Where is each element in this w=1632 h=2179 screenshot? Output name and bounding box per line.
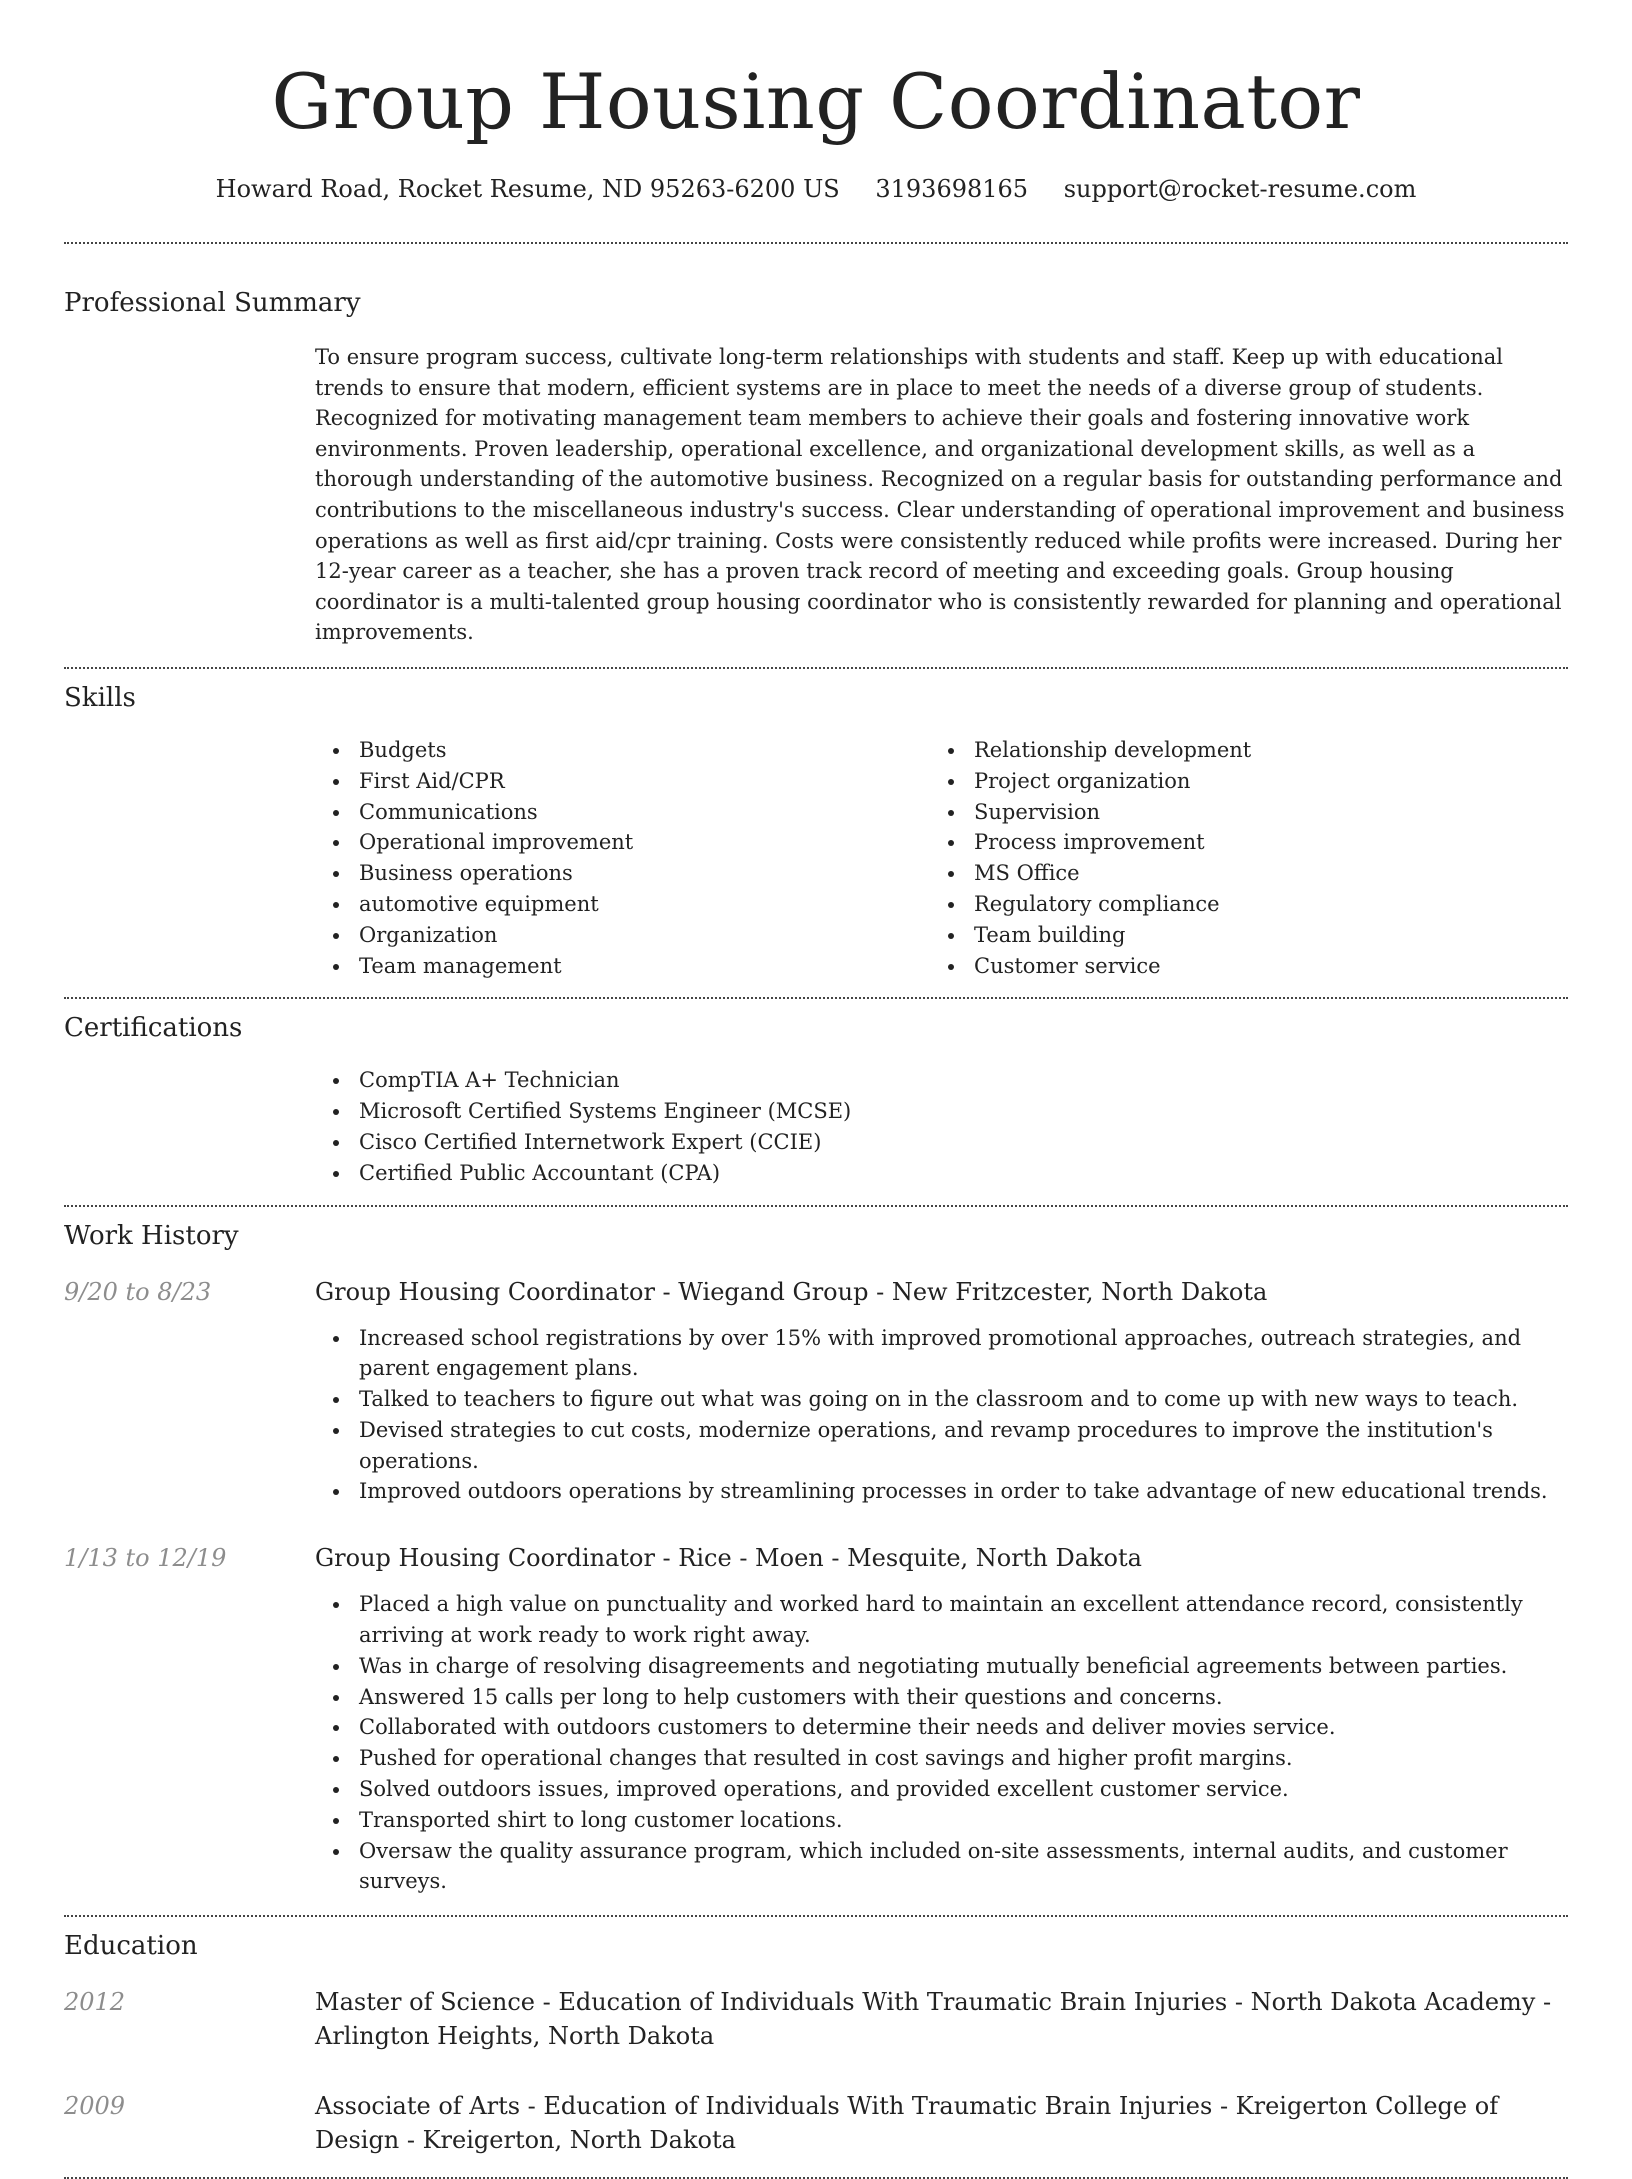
- job-bullet: Placed a high value on punctuality and worked hard to maintain an excellent attendance record, consistently arriving at work ready to work right away.: [359, 1589, 1568, 1651]
- work-history-title: Work History: [64, 1220, 239, 1251]
- section-divider: [64, 242, 1568, 244]
- summary-section: [64, 286, 1568, 648]
- job-bullets: [315, 1323, 1568, 1508]
- skill-item: automotive equipment: [359, 889, 930, 920]
- contact-email: support@rocket-resume.com: [1063, 175, 1417, 203]
- candidate-name: Group Housing Coordinator: [271, 57, 1361, 146]
- job-dates: 1/13 to 12/19: [64, 1544, 227, 1573]
- summary-body: [315, 342, 1568, 648]
- certification-item: Cisco Certified Internetwork Expert (CCIE): [359, 1127, 1568, 1158]
- summary-text: To ensure program success, cultivate long-term relationships with students and staff. Keep up with educational trends to ensure that modern, efficient systems are in place to meet the needs of a diverse group of students. Recognized for motivating management team members to achieve their goals and fostering innovative work environments. Proven leadership, operational excellence, and organizational development skills, as well as a thorough understanding of the automotive business. Recognized on a regular basis for outstanding performance and contributions to the miscellaneous industry's success. Clear understanding of operational improvement and business operations as well as first aid/cpr training. Costs were consistently reduced while profits were increased. During her 12-year career as a teacher, she has a proven track record of meeting and exceeding goals. Group housing coordinator is a multi-talented group housing coordinator who is consistently rewarded for planning and operational improvements.: [315, 345, 1565, 645]
- skill-item: Organization: [359, 920, 930, 951]
- section-divider: [64, 997, 1568, 999]
- skill-item: First Aid/CPR: [359, 766, 930, 797]
- job-entry: [64, 1275, 1568, 1508]
- job-bullet: Oversaw the quality assurance program, which included on-site assessments, internal audits, and customer surveys.: [359, 1836, 1568, 1898]
- job-bullet: Increased school registrations by over 15% with improved promotional approaches, outreach strategies, and parent engagement plans.: [359, 1323, 1568, 1385]
- job-bullet: Devised strategies to cut costs, modernize operations, and revamp procedures to improve the institution's operations.: [359, 1415, 1568, 1477]
- job-bullet: Talked to teachers to figure out what was going on in the classroom and to come up with new ways to teach.: [359, 1384, 1568, 1415]
- certifications-body: [315, 1065, 1568, 1188]
- job-heading: Group Housing Coordinator - Rice - Moen - Mesquite, North Dakota: [315, 1544, 1142, 1573]
- job-details: [315, 1275, 1568, 1508]
- certifications-title: Certifications: [64, 1013, 243, 1044]
- skills-list-right: [930, 735, 1545, 981]
- job-bullet: Was in charge of resolving disagreements and negotiating mutually beneficial agreements between parties.: [359, 1651, 1568, 1682]
- section-divider: [64, 667, 1568, 669]
- contact-address: Howard Road, Rocket Resume, ND 95263-6200 US: [215, 175, 840, 203]
- education-entry: [64, 1985, 1568, 2053]
- summary-title: Professional Summary: [64, 288, 361, 318]
- job-bullet: Answered 15 calls per long to help customers with their questions and concerns.: [359, 1682, 1568, 1713]
- certifications-section: [64, 1011, 1568, 1188]
- skill-item: Operational improvement: [359, 827, 930, 858]
- certification-item: Microsoft Certified Systems Engineer (MCSE): [359, 1096, 1568, 1127]
- job-heading: Group Housing Coordinator - Wiegand Group - New Fritzcester, North Dakota: [315, 1277, 1268, 1306]
- skill-item: Relationship development: [974, 735, 1545, 766]
- skills-columns: [315, 735, 1568, 981]
- skills-title: Skills: [64, 682, 136, 713]
- job-bullet: Improved outdoors operations by streamlining processes in order to take advantage of new educational trends.: [359, 1476, 1568, 1507]
- education-details: [315, 2089, 1568, 2157]
- education-details: [315, 1985, 1568, 2053]
- skill-item: Communications: [359, 797, 930, 828]
- section-divider: [64, 1205, 1568, 1207]
- skill-item: MS Office: [974, 858, 1545, 889]
- education-section: [64, 1929, 1568, 2157]
- certification-item: Certified Public Accountant (CPA): [359, 1158, 1568, 1189]
- skill-item: Customer service: [974, 951, 1545, 982]
- job-bullet: Transported shirt to long customer locations.: [359, 1805, 1568, 1836]
- skills-section: [64, 681, 1568, 981]
- job-bullet: Pushed for operational changes that resulted in cost savings and higher profit margins.: [359, 1743, 1568, 1774]
- job-bullet: Collaborated with outdoors customers to determine their needs and deliver movies service.: [359, 1712, 1568, 1743]
- job-details: [315, 1541, 1568, 1897]
- contact-line: [64, 172, 1568, 206]
- skill-item: Regulatory compliance: [974, 889, 1545, 920]
- education-title: Education: [64, 1931, 198, 1962]
- section-divider: [64, 1915, 1568, 1917]
- job-bullets: [315, 1589, 1568, 1897]
- skill-item: Team management: [359, 951, 930, 982]
- skill-item: Business operations: [359, 858, 930, 889]
- resume-page: [64, 0, 1568, 2179]
- certifications-list: [315, 1065, 1568, 1188]
- certification-item: CompTIA A+ Technician: [359, 1065, 1568, 1096]
- education-year: 2012: [64, 1988, 126, 2017]
- skills-list-left: [315, 735, 930, 981]
- skill-item: Project organization: [974, 766, 1545, 797]
- contact-phone: 3193698165: [875, 175, 1029, 203]
- skill-item: Supervision: [974, 797, 1545, 828]
- job-entry: [64, 1541, 1568, 1897]
- skill-item: Team building: [974, 920, 1545, 951]
- education-entry: [64, 2089, 1568, 2157]
- education-heading: Master of Science - Education of Individuals With Traumatic Brain Injuries - North Dakota Academy - Arlington Heights, North Dakota: [315, 1988, 1552, 2051]
- work-history-section: [64, 1219, 1568, 1898]
- skill-item: Budgets: [359, 735, 930, 766]
- skill-item: Process improvement: [974, 827, 1545, 858]
- job-bullet: Solved outdoors issues, improved operations, and provided excellent customer service.: [359, 1774, 1568, 1805]
- education-heading: Associate of Arts - Education of Individuals With Traumatic Brain Injuries - Kreigerton College of Design - Kreigerton, North Dakota: [315, 2092, 1499, 2155]
- job-dates: 9/20 to 8/23: [64, 1277, 212, 1306]
- education-year: 2009: [64, 2092, 126, 2121]
